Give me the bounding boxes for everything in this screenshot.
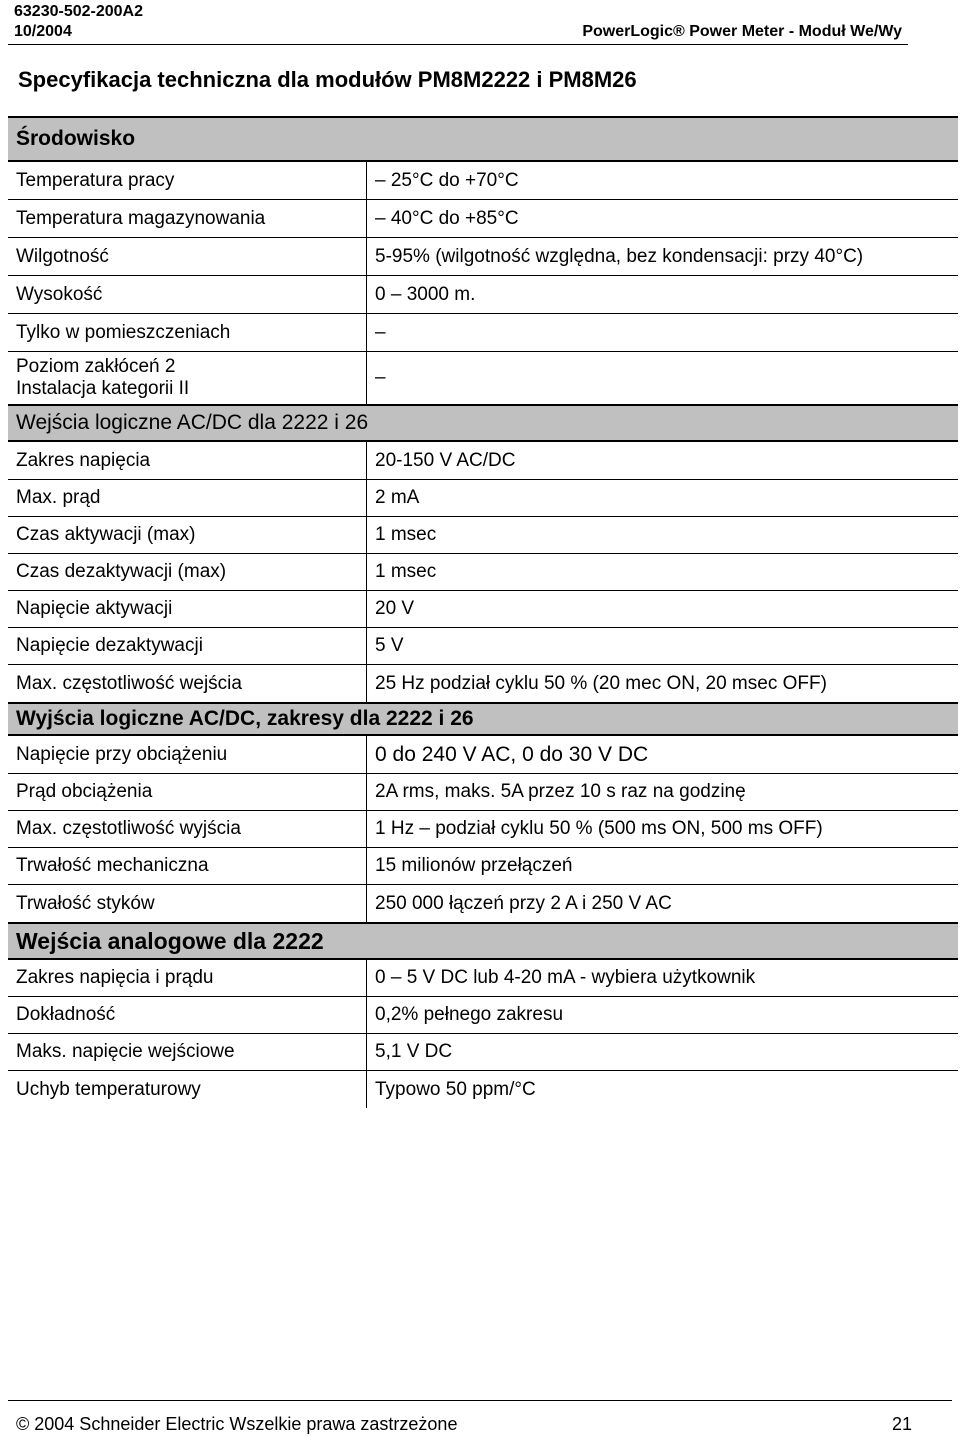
row-value: Typowo 50 ppm/°C <box>366 1071 958 1108</box>
row-label: Dokładność <box>16 1004 116 1025</box>
row-label: Trwałość mechaniczna <box>16 855 209 876</box>
row-value: 5-95% (wilgotność względna, bez kondensacji: przy 40°C) <box>366 238 958 275</box>
row-value: 20-150 V AC/DC <box>366 442 958 479</box>
section-heading: Wejścia analogowe dla 2222 <box>8 922 958 960</box>
row-value: 1 msec <box>366 554 958 590</box>
table-row <box>8 774 958 811</box>
table-row <box>8 811 958 848</box>
row-label: Uchyb temperaturowy <box>16 1078 201 1100</box>
table-row <box>8 442 958 480</box>
table-row <box>8 276 958 314</box>
row-value: 2A rms, maks. 5A przez 10 s raz na godzinę <box>366 774 958 810</box>
table-row <box>8 848 958 885</box>
row-label-line2: Instalacja kategorii II <box>16 378 190 399</box>
table-row <box>8 480 958 517</box>
product-name: PowerLogic® Power Meter - Moduł We/Wy <box>582 23 902 40</box>
row-value: 5,1 V DC <box>366 1034 958 1070</box>
row-label: Wysokość <box>16 283 103 305</box>
row-label: Zakres napięcia <box>16 449 151 471</box>
section-heading: Wejścia logiczne AC/DC dla 2222 i 26 <box>8 404 958 442</box>
row-label-line1: Poziom zakłóceń 2 <box>16 356 176 377</box>
row-label: Temperatura magazynowania <box>16 207 266 229</box>
row-value: 0 – 3000 m. <box>366 276 958 313</box>
row-label: Napięcie dezaktywacji <box>16 635 203 656</box>
row-value: 250 000 łączeń przy 2 A i 250 V AC <box>366 885 958 922</box>
row-label: Zakres napięcia i prądu <box>16 967 214 988</box>
doc-id <box>14 2 143 42</box>
row-label: Napięcie aktywacji <box>16 598 173 619</box>
table-row <box>8 352 958 404</box>
table-row <box>8 628 958 665</box>
table-row <box>8 885 958 922</box>
row-label: Tylko w pomieszczeniach <box>16 321 231 343</box>
table-row <box>8 314 958 352</box>
section-heading: Wyjścia logiczne AC/DC, zakresy dla 2222 i 26 <box>8 702 958 736</box>
row-value: – <box>366 352 958 404</box>
row-value: – 40°C do +85°C <box>366 200 958 237</box>
row-value: – <box>366 314 958 351</box>
page-title: Specyfikacja techniczna dla modułów PM8M2222 i PM8M26 <box>18 67 637 92</box>
copyright: © 2004 Schneider Electric Wszelkie prawa zastrzeżone <box>16 1414 458 1434</box>
row-label: Trwałość styków <box>16 892 155 914</box>
section-heading: Środowisko <box>8 116 958 162</box>
table-row <box>8 1071 958 1108</box>
table-row <box>8 200 958 238</box>
row-value: – 25°C do +70°C <box>366 162 958 199</box>
row-label: Maks. napięcie wejściowe <box>16 1041 235 1062</box>
row-value: 0 do 240 V AC, 0 do 30 V DC <box>366 736 958 773</box>
row-value: 1 Hz – podział cyklu 50 % (500 ms ON, 500 ms OFF) <box>366 811 958 847</box>
row-label <box>8 352 366 404</box>
table-row <box>8 591 958 628</box>
row-label: Czas dezaktywacji (max) <box>16 561 227 582</box>
doc-date: 10/2004 <box>14 23 72 40</box>
row-label: Wilgotność <box>16 245 109 267</box>
footer-divider <box>8 1400 952 1401</box>
header-divider <box>8 44 908 45</box>
row-value: 20 V <box>366 591 958 627</box>
row-value: 0,2% pełnego zakresu <box>366 997 958 1033</box>
row-value: 2 mA <box>366 480 958 516</box>
table-row <box>8 554 958 591</box>
row-value: 5 V <box>366 628 958 664</box>
row-label: Prąd obciążenia <box>16 781 153 802</box>
table-row <box>8 517 958 554</box>
row-value: 0 – 5 V DC lub 4-20 mA - wybiera użytkownik <box>366 960 958 996</box>
table-row <box>8 736 958 774</box>
row-value: 15 milionów przełączeń <box>366 848 958 884</box>
row-label: Napięcie przy obciążeniu <box>16 743 228 765</box>
row-value: 1 msec <box>366 517 958 553</box>
page-number: 21 <box>891 1414 912 1434</box>
table-row <box>8 665 958 702</box>
spec-table <box>8 116 958 1108</box>
row-label: Czas aktywacji (max) <box>16 524 196 545</box>
row-label: Max. częstotliwość wejścia <box>16 672 242 694</box>
table-row <box>8 960 958 997</box>
table-row <box>8 238 958 276</box>
row-label: Temperatura pracy <box>16 169 175 191</box>
table-row <box>8 162 958 200</box>
row-value: 25 Hz podział cyklu 50 % (20 mec ON, 20 msec OFF) <box>366 665 958 702</box>
doc-number: 63230-502-200A2 <box>14 3 143 20</box>
row-label: Max. częstotliwość wyjścia <box>16 818 241 839</box>
table-row <box>8 1034 958 1071</box>
row-label: Max. prąd <box>16 487 101 508</box>
table-row <box>8 997 958 1034</box>
